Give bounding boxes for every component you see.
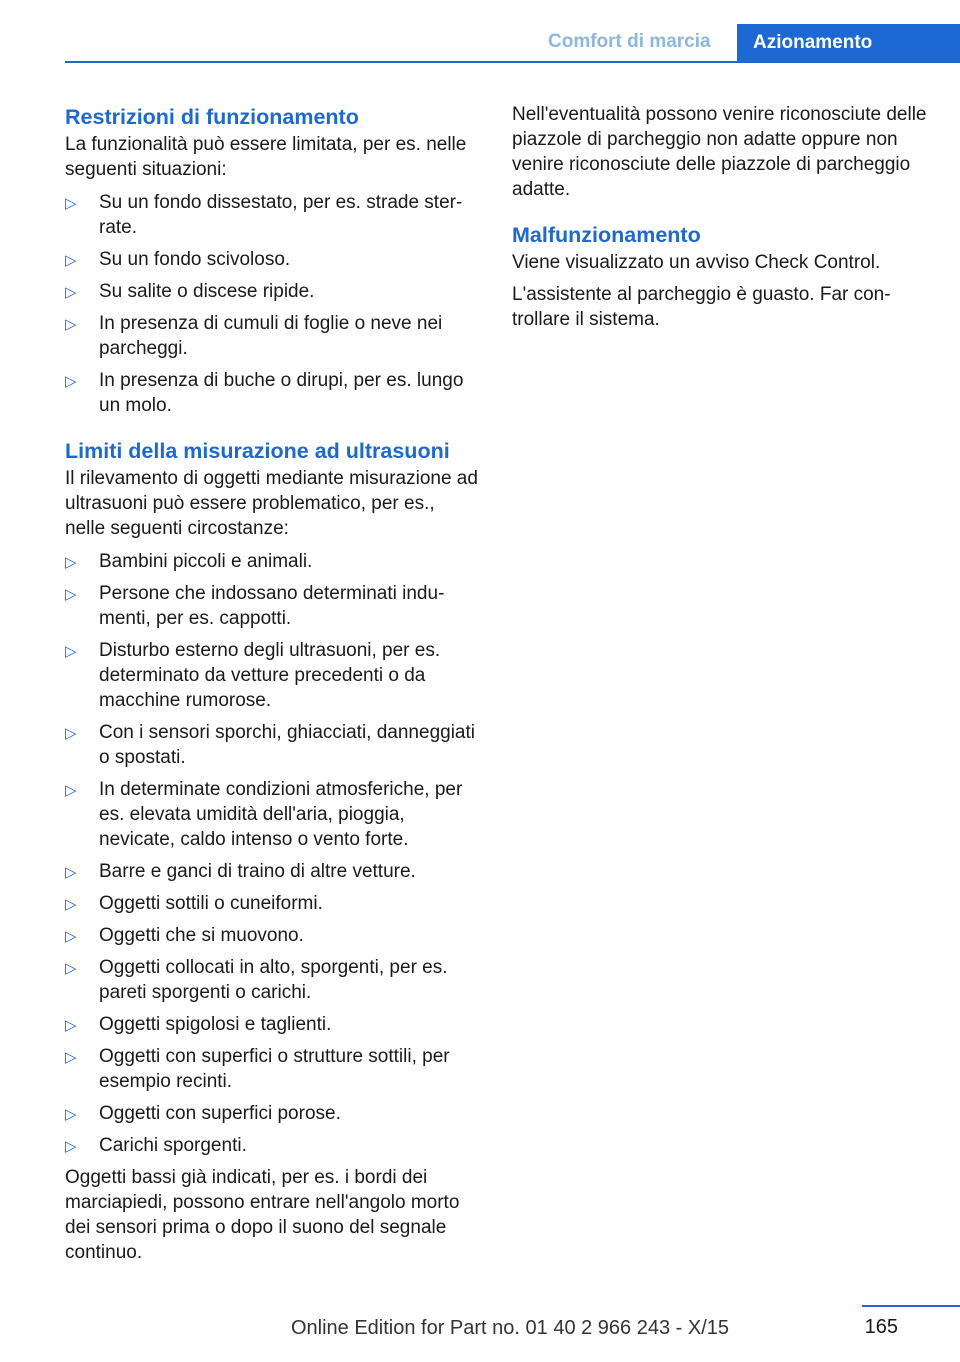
triangle-bullet-icon: ▷ [65,1106,77,1123]
list-item: ▷ In presenza di cumuli di foglie o neve nei parcheggi. [65,313,443,359]
list-item: ▷ Con i sensori sporchi, ghiacciati, danneggiati o spostati. [65,722,475,768]
list-limiti [65,549,480,1158]
triangle-bullet-icon: ▷ [65,725,77,742]
triangle-bullet-icon: ▷ [65,252,77,269]
list-item: ▷ Su un fondo dissestato, per es. strade sterrate. [65,192,463,238]
triangle-bullet-icon: ▷ [65,1017,77,1034]
list-item: ▷ Oggetti con superfici o strutture sottili, per esempio recinti. [65,1046,450,1092]
triangle-bullet-icon: ▷ [65,782,77,799]
list-item: ▷ Bambini piccoli e animali. [65,549,480,574]
paragraph-piazzole: Nell'eventualità possono venire riconosciute delle piazzole di parcheggio non adatte oppure non venire riconosciute delle piazzole di parcheggio adatte. [512,104,927,200]
section-heading-limiti: Limiti della misurazione ad ultrasuoni [65,439,450,463]
page-header [0,0,960,64]
triangle-bullet-icon: ▷ [65,1138,77,1155]
triangle-bullet-icon: ▷ [65,586,77,603]
list-item: ▷ Carichi sporgenti. [65,1133,480,1158]
footer-edition: Online Edition for Part no. 01 40 2 966 243 - X/15 [290,1317,730,1339]
section-intro-limiti: Il rilevamento di oggetti mediante misurazione ad ultrasuoni può essere problematico, per es., nelle seguenti circostanze: [65,468,478,539]
triangle-bullet-icon: ▷ [65,1049,77,1066]
header-chapter-tab: Azionamento [737,24,960,62]
left-column [65,102,480,1265]
list-item: ▷ Su un fondo scivoloso. [65,247,480,272]
footer-rule [862,1305,960,1307]
list-item: ▷ Barre e ganci di traino di altre vetture. [65,859,480,884]
triangle-bullet-icon: ▷ [65,864,77,881]
paragraph-guasto: L'assistente al parcheggio è guasto. Far controllare il sistema. [512,284,891,330]
section-heading-restrizioni: Restrizioni di funzionamento [65,105,359,129]
right-column [512,102,930,332]
list-item: ▷ Oggetti che si muovono. [65,923,480,948]
list-item: ▷ Persone che indossano determinati indumenti, per es. cappotti. [65,583,445,629]
triangle-bullet-icon: ▷ [65,373,77,390]
list-item: ▷ Oggetti con superfici porose. [65,1101,480,1126]
header-section-tab: Comfort di marcia [548,31,711,52]
list-item: ▷ Oggetti collocati in alto, sporgenti, per es. pareti sporgenti o carichi. [65,957,448,1003]
triangle-bullet-icon: ▷ [65,643,77,660]
list-item: ▷ Disturbo esterno degli ultrasuoni, per es. determinato da vetture precedenti o da macchine rumorose. [65,640,441,711]
list-item: ▷ In presenza di buche o dirupi, per es. lungo un molo. [65,370,464,416]
triangle-bullet-icon: ▷ [65,960,77,977]
triangle-bullet-icon: ▷ [65,316,77,333]
section-intro-restrizioni: La funzionalità può essere limitata, per es. nelle seguenti situazioni: [65,134,467,180]
list-item: ▷ Oggetti sottili o cuneiformi. [65,891,480,916]
triangle-bullet-icon: ▷ [65,284,77,301]
paragraph-check-control: Viene visualizzato un avviso Check Control. [512,252,881,273]
triangle-bullet-icon: ▷ [65,195,77,212]
list-restrizioni [65,190,480,418]
list-item: ▷ Oggetti spigolosi e taglienti. [65,1012,480,1037]
section-heading-malfunzionamento: Malfunzionamento [512,223,701,247]
list-item: ▷ In determinate condizioni atmosferiche, per es. elevata umidità dell'aria, pioggia, nevicate, caldo intenso o vento forte. [65,779,463,850]
page-number: 165 [864,1316,898,1338]
triangle-bullet-icon: ▷ [65,896,77,913]
list-item: ▷ Su salite o discese ripide. [65,279,480,304]
closing-paragraph: Oggetti bassi già indicati, per es. i bordi dei marciapiedi, possono entrare nell'angolo morto dei sensori prima o dopo il suono del segnale continuo. [65,1167,460,1263]
triangle-bullet-icon: ▷ [65,554,77,571]
triangle-bullet-icon: ▷ [65,928,77,945]
header-rule [65,61,960,63]
